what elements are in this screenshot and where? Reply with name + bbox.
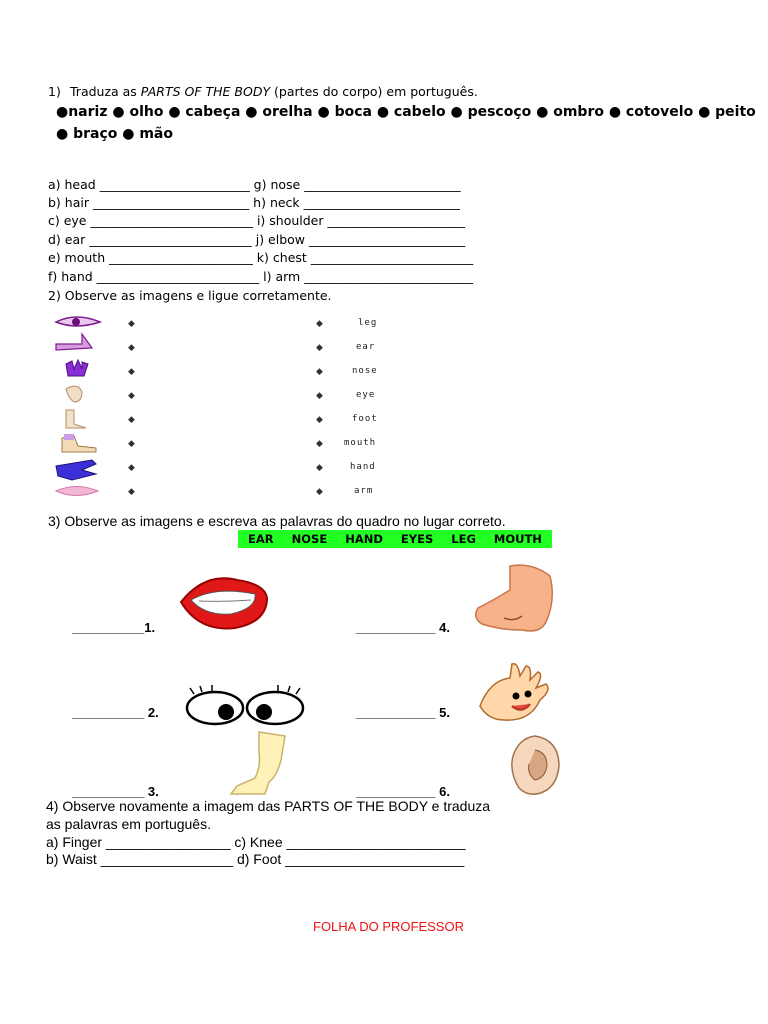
question-2-heading: 2) Observe as imagens e ligue corretamente. bbox=[48, 288, 332, 303]
q1-text-pre: Traduza as bbox=[70, 84, 141, 99]
match-word: mouth bbox=[344, 438, 377, 448]
bank-word: MOUTH bbox=[493, 532, 542, 546]
match-word: leg bbox=[358, 318, 378, 328]
lips-picture bbox=[56, 487, 98, 496]
question-4-row-1: a) Finger ________________ c) Knee _______________________ bbox=[46, 834, 466, 850]
match-dot[interactable]: ◆ bbox=[316, 486, 323, 496]
translate-row: a) head ________________________ g) nose _________________________ bbox=[48, 177, 461, 192]
match-dot[interactable]: ◆ bbox=[128, 366, 135, 376]
hand-picture bbox=[66, 360, 88, 376]
teacher-sheet-label: FOLHA DO PROFESSOR bbox=[313, 919, 464, 934]
word-bank-line-2: ● braço ● mão bbox=[56, 126, 173, 142]
match-word: ear bbox=[356, 342, 376, 352]
ear-picture-large bbox=[505, 732, 565, 802]
match-word: eye bbox=[356, 390, 376, 400]
ear-picture bbox=[66, 386, 82, 402]
bank-word: EYES bbox=[400, 532, 434, 546]
question-4-line-2: as palavras em português. bbox=[46, 816, 211, 832]
translate-row: c) eye __________________________ i) shoulder ______________________ bbox=[48, 213, 465, 228]
q2-pictures bbox=[52, 314, 104, 504]
q1-text-emphasis: PARTS OF THE BODY bbox=[140, 84, 271, 99]
match-dot[interactable]: ◆ bbox=[128, 414, 135, 424]
match-dot[interactable]: ◆ bbox=[316, 462, 323, 472]
bank-word: NOSE bbox=[291, 532, 328, 546]
match-dot[interactable]: ◆ bbox=[128, 486, 135, 496]
arm-picture bbox=[56, 460, 96, 480]
eyes-picture bbox=[180, 680, 310, 730]
nose-picture-large bbox=[470, 560, 560, 640]
mouth-picture bbox=[175, 570, 275, 640]
bank-word: HAND bbox=[345, 532, 383, 546]
match-dot[interactable]: ◆ bbox=[128, 462, 135, 472]
bank-word: EAR bbox=[248, 532, 274, 546]
hand-picture-large bbox=[470, 660, 560, 730]
question-4-line-1: 4) Observe novamente a imagem das PARTS OF THE BODY e traduza bbox=[46, 798, 491, 814]
match-word: foot bbox=[352, 414, 378, 424]
answer-blank[interactable]: __________ 3. bbox=[72, 784, 159, 799]
bank-word: LEG bbox=[451, 532, 476, 546]
question-3-heading: 3) Observe as imagens e escreva as palavras do quadro no lugar correto. bbox=[48, 513, 506, 529]
match-dot[interactable]: ◆ bbox=[316, 390, 323, 400]
match-dot[interactable]: ◆ bbox=[316, 342, 323, 352]
foot-picture bbox=[62, 434, 96, 452]
nose-picture bbox=[56, 334, 92, 350]
match-dot[interactable]: ◆ bbox=[316, 414, 323, 424]
answer-blank[interactable]: ___________ 4. bbox=[356, 620, 450, 635]
match-dot[interactable]: ◆ bbox=[128, 342, 135, 352]
question-4-row-2: b) Waist _________________ d) Foot _______________________ bbox=[46, 851, 465, 867]
answer-blank[interactable]: ___________ 5. bbox=[356, 705, 450, 720]
match-dot[interactable]: ◆ bbox=[316, 318, 323, 328]
match-dot[interactable]: ◆ bbox=[128, 318, 135, 328]
eye-picture bbox=[56, 317, 100, 326]
translate-row: d) ear __________________________ j) elbow _________________________ bbox=[48, 232, 466, 247]
match-dot[interactable]: ◆ bbox=[316, 366, 323, 376]
word-bank-banner bbox=[238, 530, 552, 548]
neck-picture bbox=[66, 410, 86, 428]
q1-text-post: (partes do corpo) em português. bbox=[270, 84, 478, 99]
question-1-heading bbox=[48, 84, 478, 99]
match-dot[interactable]: ◆ bbox=[128, 438, 135, 448]
answer-blank[interactable]: __________ 2. bbox=[72, 705, 159, 720]
leg-picture bbox=[225, 730, 305, 800]
match-dot[interactable]: ◆ bbox=[128, 390, 135, 400]
answer-blank[interactable]: __________1. bbox=[72, 620, 156, 635]
question-number: 1) bbox=[48, 84, 61, 99]
match-word: arm bbox=[354, 486, 374, 496]
match-word: nose bbox=[352, 366, 378, 376]
word-bank-line-1: ●nariz ● olho ● cabeça ● orelha ● boca ● cabelo ● pescoço ● ombro ● cotovelo ● peito bbox=[56, 104, 756, 120]
match-dot[interactable]: ◆ bbox=[316, 438, 323, 448]
translate-row: b) hair _________________________ h) neck _________________________ bbox=[48, 195, 460, 210]
translate-row: e) mouth _______________________ k) chest __________________________ bbox=[48, 250, 474, 265]
match-word: hand bbox=[350, 462, 376, 472]
answer-blank[interactable]: ___________ 6. bbox=[356, 784, 450, 799]
translate-row: f) hand __________________________ l) arm ___________________________ bbox=[48, 269, 473, 284]
